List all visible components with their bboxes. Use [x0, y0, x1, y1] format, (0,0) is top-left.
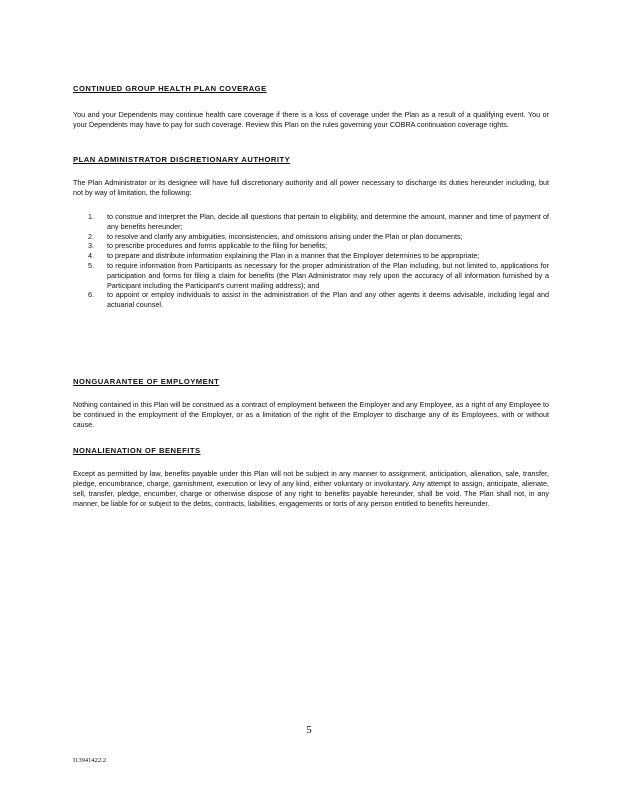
list-item-number: 3. — [88, 241, 94, 251]
list-item-number: 6. — [88, 290, 94, 300]
list-item-text: to prescribe procedures and forms applicable to the filing for benefits; — [107, 241, 328, 251]
list-item — [88, 232, 549, 242]
list-item-number: 5. — [88, 260, 94, 270]
section-body-continued-coverage: You and your Dependents may continue health care coverage if there is a loss of coverage under the Plan as a result of a qualifying event. You or your Dependents may have to pay for such coverage. Review this Plan on the rules governing your COBRA continuation coverage rights. — [73, 110, 549, 129]
section-heading-nonguarantee: NONGUARANTEE OF EMPLOYMENT — [73, 377, 220, 386]
list-item-text: to prepare and distribute information explaining the Plan in a manner that the Employer determines to be appropriate; — [107, 251, 480, 261]
list-item-number: 1. — [88, 212, 94, 221]
list-item — [88, 251, 549, 261]
list-item — [88, 241, 549, 251]
list-item-text: to appoint or employ individuals to assist in the administration of the Plan and any other agents it deems advisable, including legal and actuarial counsel. — [107, 290, 549, 310]
list-item-text: to require information from Participants as necessary for the proper administration of the Plan including, but not limited to, applications for participation and forms for filing a claim for benefits (the Plan Administrator may rely upon the accuracy of all information furnished by a Participant including the Participant's current mailing address); and — [107, 260, 549, 290]
list-item-text: to resolve and clarify any ambiguities, inconsistencies, and omissions arising under the Plan or plan documents; — [107, 231, 463, 241]
list-item-number: 4. — [88, 251, 94, 261]
list-item-number: 2. — [88, 231, 94, 241]
section-body-nonguarantee: Nothing contained in this Plan will be construed as a contract of employment between the Employer and any Employee, as a right of any Employee to be continued in the employment of the Employer, or as a limitation of the right of the Employer to discharge any of its Employees, with or without cause. — [73, 400, 549, 429]
authority-list — [88, 212, 549, 310]
section-body-plan-administrator: The Plan Administrator or its designee will have full discretionary authority and all power necessary to discharge its duties hereunder including, but not by way of limitation, the following: — [73, 178, 549, 197]
list-item-text: to construe and interpret the Plan, decide all questions that pertain to eligibility, and determine the amount, manner and time of payment of any benefits hereunder; — [107, 212, 549, 231]
list-item — [88, 212, 549, 232]
document-id: I13941422.2 — [73, 757, 107, 764]
section-body-nonalienation: Except as permitted by law, benefits payable under this Plan will not be subject in any manner to assignment, anticipation, alienation, sale, transfer, pledge, encumbrance, charge, garnishment, execution or levy of any kind, either voluntary or involuntary. Any attempt to assign, anticipate, alienate, sell, transfer, pledge, encumber, charge or otherwise dispose of any right to benefits payable hereunder, shall be void. The Plan shall not, in any manner, be liable for or subject to the debts, contracts, liabilities, engagements or torts of any person entitled to benefits hereunder. — [73, 469, 549, 508]
list-item — [88, 290, 549, 310]
section-heading-continued-coverage: CONTINUED GROUP HEALTH PLAN COVERAGE — [73, 84, 267, 93]
page-number: 5 — [306, 724, 312, 736]
section-heading-plan-administrator: PLAN ADMINISTRATOR DISCRETIONARY AUTHORITY — [73, 155, 291, 164]
section-heading-nonalienation: NONALIENATION OF BENEFITS — [73, 446, 201, 455]
list-item — [88, 261, 549, 290]
